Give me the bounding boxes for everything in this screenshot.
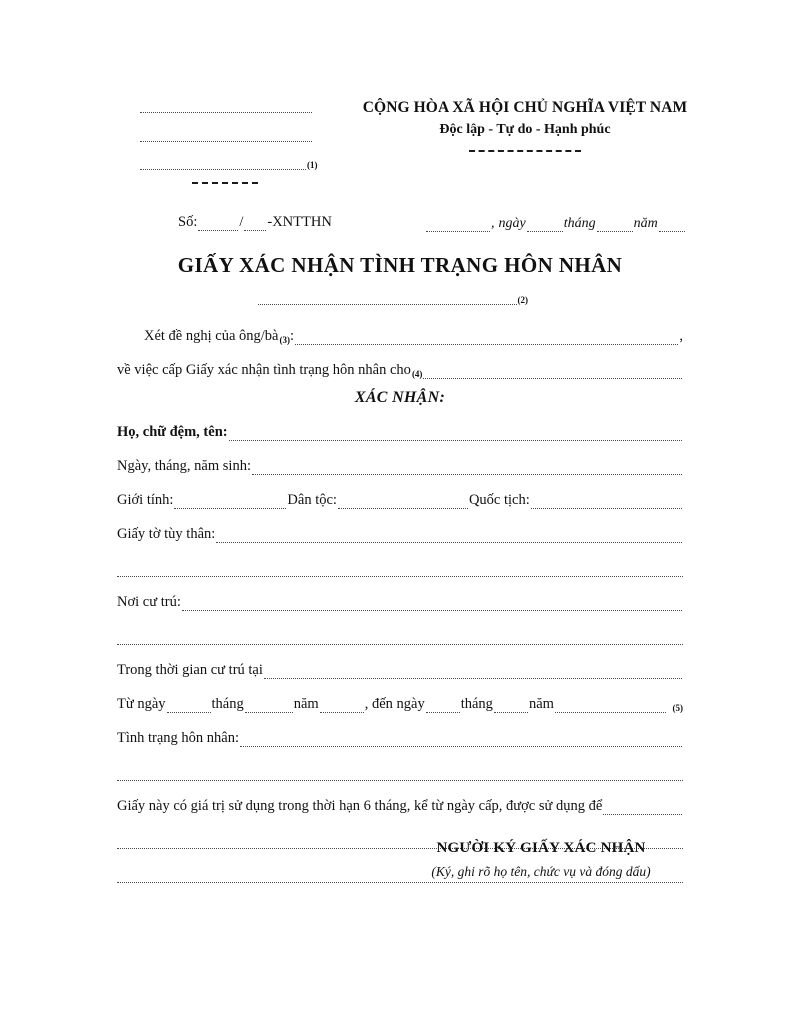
field-period-range [117, 693, 683, 713]
signature-note: (Ký, ghi rõ họ tên, chức vụ và đóng dấu) [431, 864, 651, 879]
reference-number-line [178, 214, 332, 231]
national-heading-block [358, 98, 692, 152]
from-day-label: Từ ngày [117, 696, 166, 712]
residence-period-label: Trong thời gian cư trú tại [117, 662, 263, 678]
gender-label: Giới tính: [117, 492, 174, 508]
issue-date-line [425, 216, 686, 232]
confirm-heading: XÁC NHẬN: [354, 389, 446, 406]
field-date-of-birth [117, 455, 683, 475]
field-full-name [117, 421, 683, 441]
from-year-label: năm [293, 696, 319, 712]
residence-dots-2 [117, 633, 683, 645]
agency-divider-rule [192, 182, 258, 184]
residence-period-dots [264, 666, 682, 679]
title-subtitle-marker: (2) [517, 295, 528, 306]
dob-dots [252, 462, 682, 475]
validity-text: Giấy này có giá trị sử dụng trong thời hạn 6 tháng, kể từ ngày cấp, được sử dụng để [117, 798, 603, 814]
from-month-dots [245, 700, 293, 713]
so-code-suffix: -XNTTHN [267, 214, 332, 230]
id-document-label: Giấy tờ tùy thân: [117, 526, 216, 542]
id-document-dots [216, 530, 682, 543]
national-title: CỘNG HÒA XÃ HỘI CHỦ NGHĨA VIỆT NAM [362, 99, 688, 116]
so-label: Số: [178, 214, 198, 230]
to-day-dots [426, 700, 460, 713]
nationality-dots [531, 496, 682, 509]
issue-for-marker: (4) [411, 369, 423, 379]
date-day-dots [527, 220, 563, 232]
full-name-label: Họ, chữ đệm, tên: [117, 424, 228, 440]
place-dots [426, 220, 490, 232]
date-ngay-label: ngày [498, 216, 526, 231]
field-id-document-continued [117, 557, 683, 577]
page-title: GIẤY XÁC NHẬN TÌNH TRẠNG HÔN NHÂN [177, 253, 623, 277]
request-by-colon: : [290, 328, 295, 344]
marital-status-dots-2 [117, 769, 683, 781]
request-by-line [117, 325, 683, 345]
from-year-dots [320, 700, 364, 713]
issuing-agency-block [140, 98, 330, 184]
id-document-dots-2 [117, 565, 683, 577]
field-residence [117, 591, 683, 611]
validity-dots [603, 802, 682, 815]
to-month-label: tháng [460, 696, 493, 712]
to-year-label: năm [528, 696, 554, 712]
marital-status-label: Tình trạng hôn nhân: [117, 730, 240, 746]
agency-line-3-dots [140, 157, 306, 170]
title-subtitle-line [258, 292, 528, 305]
signature-title: NGƯỜI KÝ GIẤY XÁC NHẬN [436, 840, 646, 856]
ethnicity-dots [338, 496, 468, 509]
agency-line-3 [140, 157, 330, 170]
from-day-dots [167, 700, 211, 713]
request-by-label: Xét đề nghị của ông/bà [144, 328, 279, 344]
date-nam-label: năm [633, 216, 658, 231]
request-by-dots [295, 332, 678, 345]
field-marital-status [117, 727, 683, 747]
from-month-label: tháng [211, 696, 244, 712]
residence-dots [182, 598, 682, 611]
so-slash: / [239, 214, 244, 230]
field-residence-continued [117, 625, 683, 645]
agency-line-2 [140, 128, 312, 141]
issue-for-label: về việc cấp Giấy xác nhận tình trạng hôn nhân cho [117, 362, 411, 378]
agency-footnote-marker: (1) [307, 160, 318, 171]
issue-for-line [117, 359, 683, 379]
issue-for-dots [423, 366, 682, 379]
so-year-dots [244, 218, 266, 231]
so-number-dots [198, 218, 238, 231]
to-month-dots [494, 700, 528, 713]
title-subtitle-dots [258, 292, 517, 305]
ethnicity-label: Dân tộc: [287, 492, 337, 508]
period-marker: (5) [672, 703, 683, 713]
national-motto: Độc lập - Tự do - Hạnh phúc [439, 122, 611, 138]
nationality-label: Quốc tịch: [468, 492, 530, 508]
full-name-dots [229, 428, 682, 441]
date-month-dots [597, 220, 633, 232]
date-comma: , [491, 216, 495, 231]
field-marital-status-continued [117, 761, 683, 781]
period-trailing-dots [555, 700, 666, 713]
field-residence-period-place [117, 659, 683, 679]
date-year-dots [659, 220, 685, 232]
signature-block [396, 840, 686, 880]
request-by-marker: (3) [279, 335, 290, 345]
document-body [117, 325, 683, 883]
field-id-document [117, 523, 683, 543]
document-header [140, 98, 692, 184]
national-divider-rule [469, 150, 581, 152]
validity-line [117, 795, 683, 815]
residence-label: Nơi cư trú: [117, 594, 181, 610]
marital-status-dots [240, 734, 682, 747]
gender-dots [174, 496, 286, 509]
agency-line-1 [140, 100, 312, 113]
field-gender-ethnicity-nationality [117, 489, 683, 509]
dob-label: Ngày, tháng, năm sinh: [117, 458, 251, 474]
date-thang-label: tháng [563, 216, 596, 231]
to-day-label: , đến ngày [364, 696, 425, 712]
request-by-trailing: , [679, 328, 683, 344]
